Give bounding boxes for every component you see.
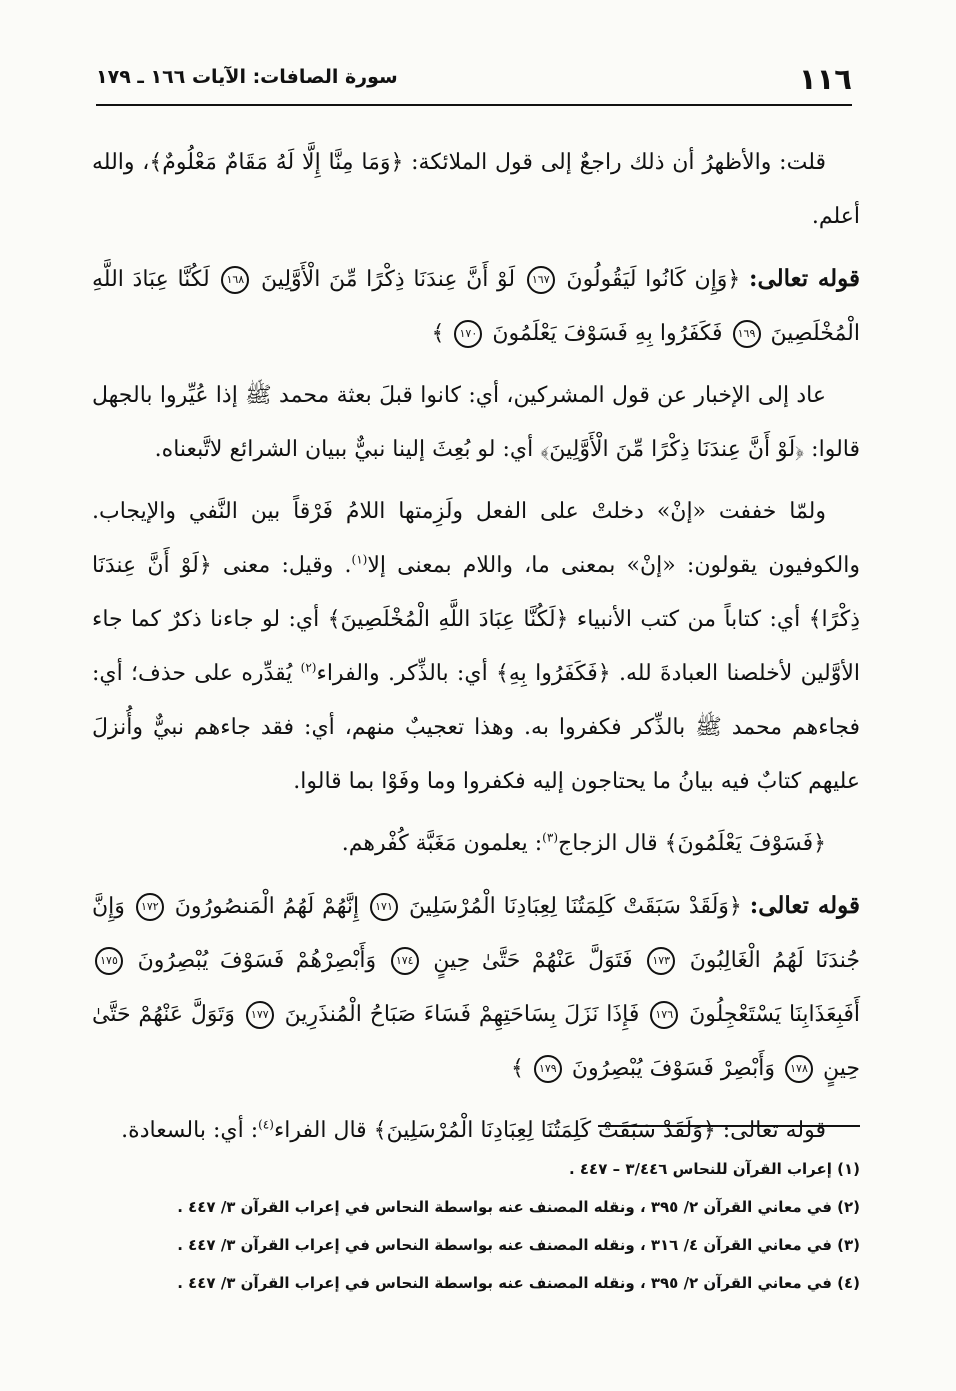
footnote-rule [598, 1125, 860, 1127]
header-rule [96, 104, 852, 106]
footnote-1: (١) إعراب القرآن للنحاس ٣/٤٤٦ – ٤٤٧ . [568, 1160, 860, 1178]
main-text [92, 136, 860, 1166]
verse-number-marker: ١٧١ [370, 893, 398, 921]
paragraph-1: قلت: والأظهرُ أن ذلك راجعٌ إلى قول الملائكة: ﴿وَمَا مِنَّا إِلَّا لَهُ مَقَامٌ مَعْلُومٌ﴾، والله أعلم. [92, 150, 860, 229]
verse-text: وَتَوَلَّ عَنْهُمْ حَتَّىٰ حِينٍ [92, 1002, 860, 1081]
paragraph-5-text: : أي: بالسعادة. [121, 1118, 259, 1143]
footnote-2: (٢) في معاني القرآن ٢/ ٣٩٥ ، ونقله المصنف عنه بواسطة النحاس في إعراب القرآن ٣/ ٤٤٧ . [177, 1198, 860, 1216]
running-title: سورة الصافات: الآيات ١٦٦ ـ ١٧٩ [96, 66, 398, 88]
footnote-ref-2: (٢) [300, 660, 317, 675]
verse-text: وَأَبْصِرْهُمْ فَسَوْفَ يُبْصِرُونَ [137, 948, 377, 973]
page-header [96, 58, 852, 102]
page-number: ١١٦ [798, 62, 852, 96]
paragraph-3-text: ولمّا خففت «إنْ» دخلتْ على الفعل ولَزِمتها اللامُ فَرْقاً بين النَّفي والإيجاب. والكوفيون يقولون: «إنْ» بمعنى ما، واللام بمعنى إلا [92, 499, 860, 578]
verse-number-marker: ١٧٠ [454, 320, 482, 348]
verse-close-bracket: ﴾ [431, 321, 445, 346]
paragraph-3-text: . وقيل: معنى ﴿لَوْ أَنَّ عِندَنَا ذِكْرًا﴾ أي: كتاباً من كتب الأنبياء ﴿لَكُنَّا عِبَادَ اللَّهِ الْمُخْلَصِينَ﴾ أي: لو جاءنا ذكرٌ كما جاء الأوَّلين لأخلصنا العبادةَ لله. ﴿فَكَفَرُوا بِهِ﴾ أي: بالذِّكر. والفراء [92, 553, 860, 686]
verse-number-marker: ١٧٨ [785, 1055, 813, 1083]
verse-number-marker: ١٧٦ [650, 1001, 678, 1029]
paragraph-4-text: ﴿فَسَوْفَ يَعْلَمُونَ﴾ قال الزجاج [558, 831, 826, 856]
verse-number-marker: ١٦٩ [733, 320, 761, 348]
verse-text: وَإِنَّ جُندَنَا لَهُمُ الْغَالِبُونَ [92, 894, 860, 973]
verse-number-marker: ١٧٢ [136, 893, 164, 921]
footnotes [150, 1150, 860, 1302]
footnote-4: (٤) في معاني القرآن ٢/ ٣٩٥ ، ونقله المصنف عنه بواسطة النحاس في إعراب القرآن ٣/ ٤٤٧ . [177, 1274, 860, 1292]
verse-number-marker: ١٧٤ [391, 947, 419, 975]
verse-text: وَأَبْصِرْ فَسَوْفَ يُبْصِرُونَ [571, 1056, 775, 1081]
paragraph-4 [92, 817, 860, 871]
verse-text: ﴿وَلَقَدْ سَبَقَتْ كَلِمَتُنَا لِعِبَادِنَا الْمُرْسَلِينَ [408, 894, 742, 919]
verse-number-marker: ١٧٧ [246, 1001, 274, 1029]
verse-number-marker: ١٧٩ [534, 1055, 562, 1083]
verse-text: لَوْ أَنَّ عِندَنَا ذِكْرًا مِّنَ الْأَوَّلِينَ [260, 267, 516, 292]
paragraph-4-text: : يعلمون مَغَبَّة كُفْرهم. [341, 831, 543, 856]
verse-label: قوله تعالى: [748, 265, 861, 292]
verse-block-2 [92, 879, 860, 1096]
verse-block-1 [92, 252, 860, 361]
verse-text: إِنَّهُمْ لَهُمُ الْمَنصُورُونَ [174, 894, 360, 919]
verse-number-marker: ١٧٥ [95, 947, 123, 975]
footnote-ref-4: (٤) [258, 1117, 274, 1132]
footnote-ref-3: (٣) [542, 830, 558, 845]
verse-text: فَكَفَرُوا بِهِ فَسَوْفَ يَعْلَمُونَ [492, 321, 723, 346]
verse-text: أَفَبِعَذَابِنَا يَسْتَعْجِلُونَ [689, 1002, 860, 1027]
verse-text: فَتَوَلَّ عَنْهُمْ حَتَّىٰ حِينٍ [433, 948, 633, 973]
verse-close-bracket: ﴾ [510, 1056, 524, 1081]
verse-text: لَكُنَّا عِبَادَ اللَّهِ الْمُخْلَصِينَ [92, 267, 860, 346]
paragraph-3-text: يُقدِّره على حذف؛ أي: فجاءهم محمد ﷺ بالذِّكر فكفروا به. وهذا تعجيبٌ منهم، أي: فقد جاءهم نبيٌّ وأُنزلَ عليهم كتابٌ فيه بيانُ ما يحتاجون إليه فكفروا وما وفَوْا بما قالوا. [92, 661, 860, 794]
paragraph-3 [92, 485, 860, 809]
verse-label: قوله تعالى: [749, 892, 861, 919]
verse-text: فَإِذَا نَزَلَ بِسَاحَتِهِمْ فَسَاءَ صَبَاحُ الْمُنذَرِينَ [284, 1002, 640, 1027]
verse-text: ﴿وَإِن كَانُوا لَيَقُولُونَ [566, 267, 741, 292]
paragraph-2: عاد إلى الإخبار عن قول المشركين، أي: كانوا قبلَ بعثة محمد ﷺ إذا عُيِّروا بالجهل قالوا: ﴿لَوْ أَنَّ عِندَنَا ذِكْرًا مِّنَ الْأَوَّلِينَ﴾ أي: لو بُعِثَ إلينا نبيٌّ ببيان الشرائع لاتَّبعناه. [92, 383, 860, 462]
verse-number-marker: ١٦٧ [527, 266, 555, 294]
paragraph-5-text: قوله تعالى: ﴿وَلَقَدْ سَبَقَتْ كَلِمَتُنَا لِعِبَادِنَا الْمُرْسَلِينَ﴾ قال الفراء [273, 1118, 826, 1143]
verse-number-marker: ١٧٣ [647, 947, 675, 975]
verse-number-marker: ١٦٨ [221, 266, 249, 294]
footnote-3: (٣) في معاني القرآن ٤/ ٣١٦ ، ونقله المصنف عنه بواسطة النحاس في إعراب القرآن ٣/ ٤٤٧ . [177, 1236, 860, 1254]
footnote-ref-1: (١) [351, 552, 368, 567]
